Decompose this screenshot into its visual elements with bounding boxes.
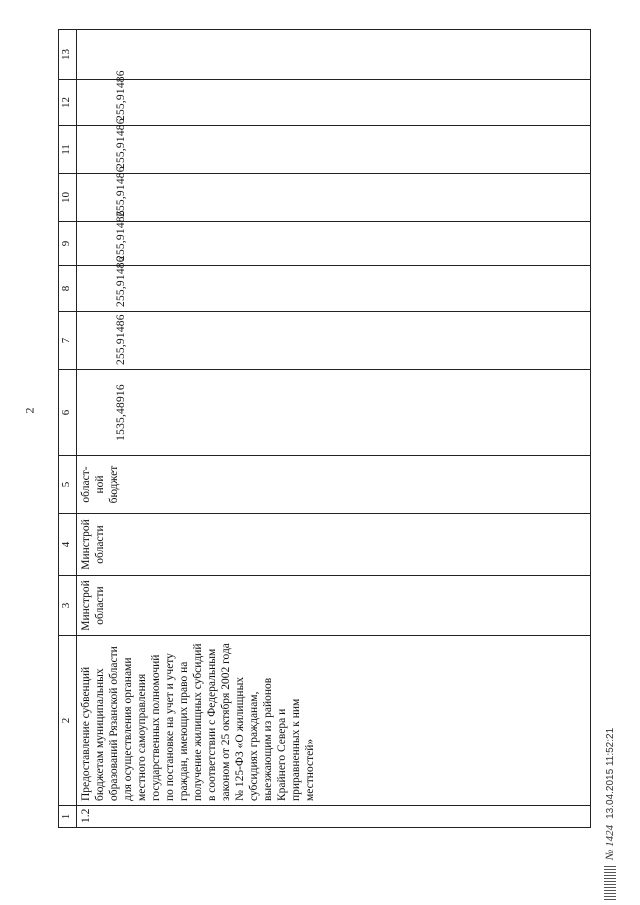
col-header-5: 5 xyxy=(59,456,77,514)
row-total: 1535,48916 xyxy=(77,370,591,456)
row-funding-source: област-ной бюджет xyxy=(77,456,591,514)
col-header-4: 4 xyxy=(59,514,77,576)
row-administrator: Минстрой области xyxy=(77,514,591,576)
row-description: Предоставление субвенций бюджетам муниципальных образований Рязанской области для осуществления органами местного самоуправления государственных полномочий по постановке на учет и учету граждан, имеющих право на получение жилищных субсидий в соответствии с Федеральным законом от 25 октября 2002 года № 125-ФЗ «О жилищных субсидиях гражданам, выезжающим из районов Крайнего Севера и приравненных к ним местностей» xyxy=(77,636,591,806)
col-header-3: 3 xyxy=(59,576,77,636)
stamp-datetime: 13.04.2015 11:52:21 xyxy=(604,727,616,819)
table-container xyxy=(58,30,591,828)
col-header-7: 7 xyxy=(59,312,77,370)
row-year-1: 255,91486 xyxy=(77,312,591,370)
row-year-5: 255,91486 xyxy=(77,126,591,174)
col-header-2: 2 xyxy=(59,636,77,806)
program-table xyxy=(58,29,591,828)
table-row xyxy=(77,30,591,828)
row-year-6: 255,91486 xyxy=(77,80,591,126)
row-year-3: 255,91486 xyxy=(77,222,591,266)
row-year-4: 255,91486 xyxy=(77,174,591,222)
col-header-11: 11 xyxy=(59,126,77,174)
barcode-icon xyxy=(604,866,616,900)
col-header-6: 6 xyxy=(59,370,77,456)
row-year-2: 255,91486 xyxy=(77,266,591,312)
col-header-9: 9 xyxy=(59,222,77,266)
col-header-10: 10 xyxy=(59,174,77,222)
row-executor: Минстрой области xyxy=(77,576,591,636)
page-number: 2 xyxy=(22,407,37,414)
col-header-8: 8 xyxy=(59,266,77,312)
col-header-1: 1 xyxy=(59,806,77,828)
col-header-12: 12 xyxy=(59,80,77,126)
registration-stamp xyxy=(590,520,630,900)
col-header-13: 13 xyxy=(59,30,77,80)
row-number: 1.2 xyxy=(77,806,591,828)
stamp-number: № 1424 xyxy=(604,824,616,860)
header-row xyxy=(59,30,77,828)
row-extra xyxy=(77,30,591,80)
